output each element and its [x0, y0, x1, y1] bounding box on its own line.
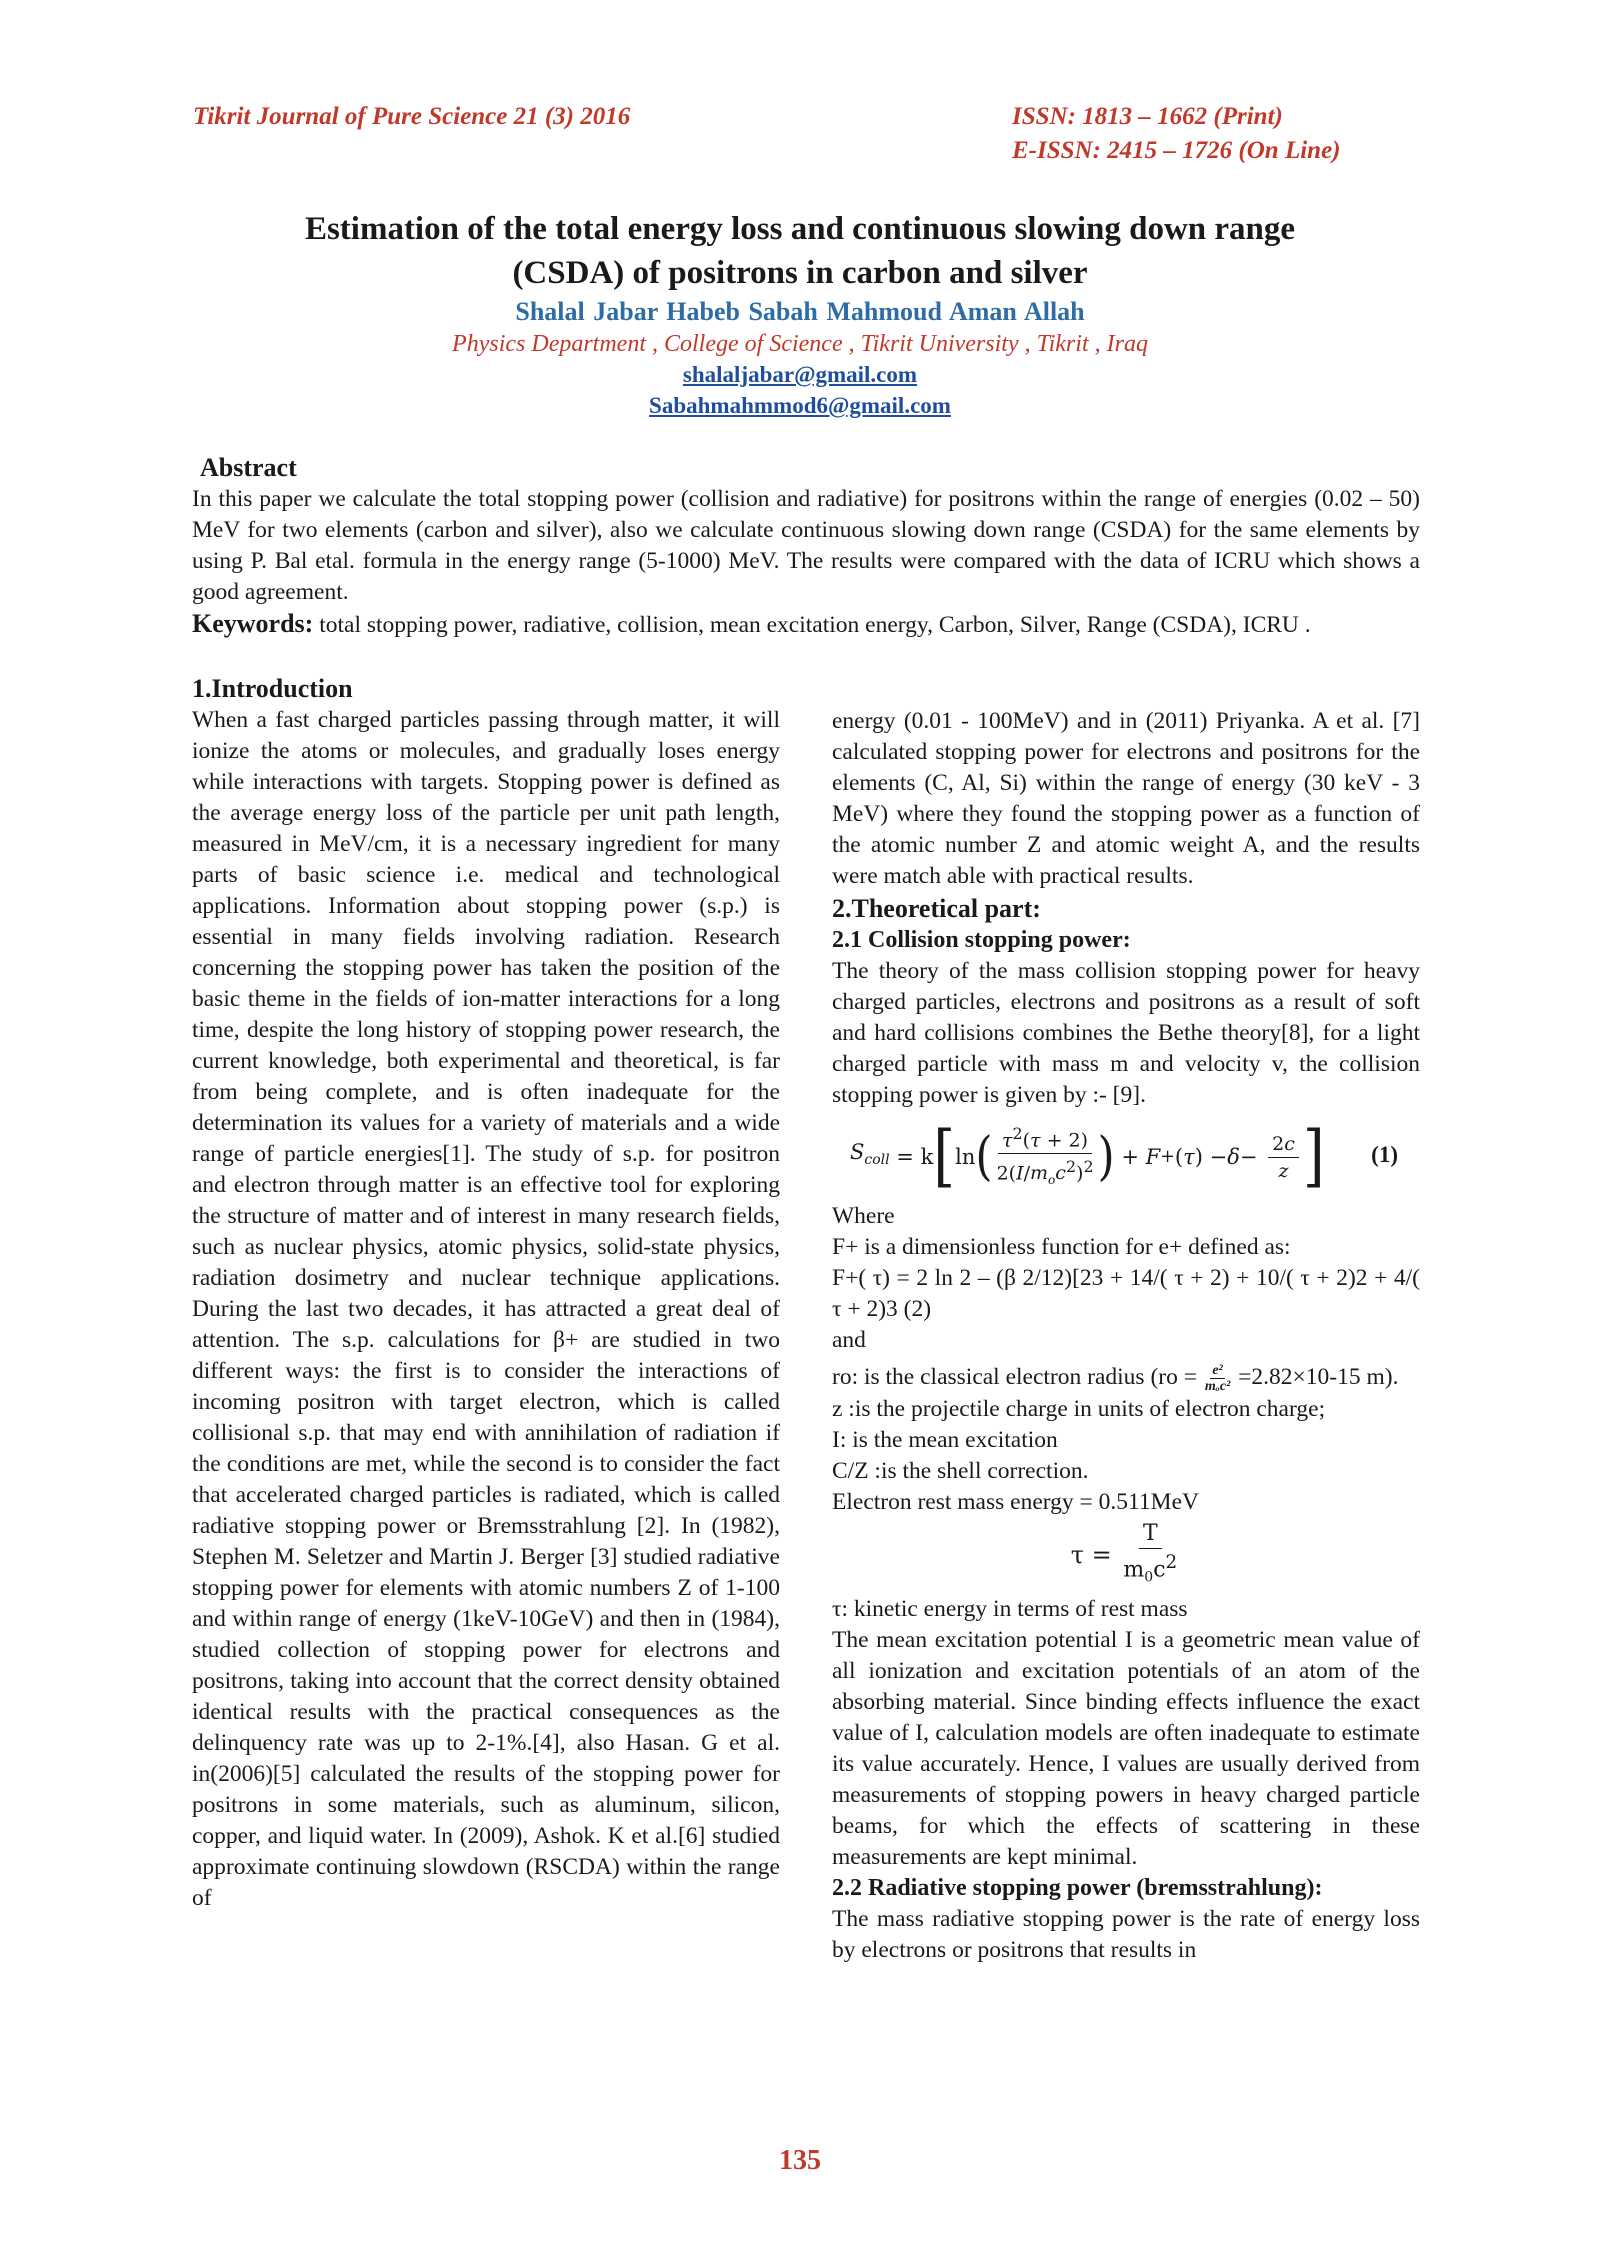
fplus-definition: F+ is a dimensionless function for e+ defined as: — [832, 1234, 1291, 1260]
collision-text: The theory of the mass collision stopping power for heavy charged particles, electrons and positrons as a result of soft and hard collisions combines the Bethe theory[8], for a light charged particle with mass m and velocity v, the collision stopping power is given by :- [9]. — [832, 958, 1420, 1108]
shell-correction: C/Z :is the shell correction. — [832, 1458, 1089, 1485]
i-definition: I: is the mean excitation — [832, 1427, 1058, 1454]
keywords-label: Keywords: — [192, 609, 314, 638]
intro-continuation: energy (0.01 - 100MeV) and in (2011) Priyanka. A et al. [7] calculated stopping power for electrons and positrons for the elements (C, Al, Si) within the range of energy (30 keV - 3 MeV) where they found the stopping power as a function of the atomic number Z and atomic weight A, and the results were match able with practical results. — [832, 708, 1420, 889]
title-block — [160, 207, 1440, 421]
keywords — [192, 608, 1420, 641]
equation-1-number: (1) — [1371, 1142, 1398, 1167]
authors: Shalal Jabar Habeb Sabah Mahmoud Aman Allah — [515, 297, 1085, 326]
theory-heading: 2.Theoretical part: — [832, 894, 1041, 923]
z-definition: z :is the projectile charge in units of electron charge; — [832, 1396, 1326, 1423]
tau-equation: τ = $\frac{T}{m_0c^2}$ — [1070, 1521, 1178, 1586]
equation-2: F+( τ) = 2 ln 2 – (β 2/12)[23 + 14/( τ + 2) + 10/( τ + 2)2 + 4/( τ + 2)3 (2) — [832, 1265, 1420, 1322]
email-link-1[interactable]: shalaljabar@gmail.com — [682, 362, 918, 387]
electron-radius-value: =2.82×10-15 m). — [1238, 1364, 1399, 1390]
tau-definition: τ: kinetic energy in terms of rest mass — [832, 1595, 1188, 1622]
email-link-2[interactable]: Sabahmahmmod6@gmail.com — [649, 393, 951, 418]
electron-radius — [832, 1362, 1420, 1394]
rest-mass-energy: Electron rest mass energy = 0.511MeV — [832, 1489, 1199, 1516]
electron-radius-fraction: $\frac{\text{e²}}{\text{mₒc²}}$ — [1204, 1363, 1231, 1395]
journal-header: Tikrit Journal of Pure Science 21 (3) 2016 — [193, 103, 631, 130]
radiative-text: The mass radiative stopping power is the rate of energy loss by electrons or positrons that results in — [832, 1905, 1420, 1963]
issn-header — [1012, 100, 1341, 168]
abstract-section — [192, 451, 1420, 641]
equation-1 — [832, 1115, 1420, 1199]
paper-title-line1: Estimation of the total energy loss and continuous slowing down range — [304, 211, 1296, 247]
abstract-text: In this paper we calculate the total stopping power (collision and radiative) for positrons within the range of energies (0.02 – 50) MeV for two elements (carbon and silver), also we calculate continuous slowing down range (CSDA) for the same elements by using P. Bal etal. formula in the energy range (5-1000) MeV. The results were compared with the data of ICRU which shows a good agreement. — [192, 486, 1420, 605]
right-column — [832, 706, 1420, 1966]
intro-heading: 1.Introduction — [192, 674, 353, 703]
issn-online: E-ISSN: 2415 – 1726 (On Line) — [1012, 137, 1341, 164]
where-label: Where — [832, 1203, 895, 1229]
issn-print: ISSN: 1813 – 1662 (Print) — [1012, 103, 1283, 130]
radiative-heading: 2.2 Radiative stopping power (bremsstrahlung): — [832, 1874, 1323, 1901]
equation-1-formula: $S_{coll}$ = k [ ln ( $\frac{\tau^2(\tau + 2)}{2(I/m_oc^2)^2}$ ) + F + ( τ ) − δ − $\frac{2c}{z}$ ] — [850, 1117, 1325, 1196]
affiliation: Physics Department , College of Science , Tikrit University , Tikrit , Iraq — [452, 331, 1148, 357]
keywords-text: total stopping power, radiative, collision, mean excitation energy, Carbon, Silver, Range (CSDA), ICRU . — [313, 612, 1311, 638]
and-label: and — [832, 1327, 866, 1353]
intro-text: When a fast charged particles passing through matter, it will ionize the atoms or molecules, and gradually loses energy while interactions with targets. Stopping power is defined as the average energy loss of the particle per unit path length, measured in MeV/cm, it is a necessary ingredient for many parts of basic science i.e. medical and technological applications. Information about stopping power (s.p.) is essential in many fields involving radiation. Research concerning the stopping power has taken the position of the basic theme in the fields of ion-matter interactions for a long time, despite the long history of stopping power research, the current knowledge, both experimental and theoretical, is far from being complete, and is often inadequate for the determination its values for a variety of materials and a wide range of particle energies[1]. The study of s.p. for positron and electron through matter is an effective tool for exploring the structure of matter and of interest in many research fields, such as nuclear physics, atomic physics, solid-state physics, radiation dosimetry and nuclear technique applications. During the last two decades, it has attracted a great deal of attention. The s.p. calculations for β+ are studied in two different ways: the first is to consider the interactions of incoming positron with target electron, which is called collisional s.p. that may end with annihilation of radiation if the conditions are met, while the second is to consider the fact that accelerated charged particles is radiated, which is called radiative stopping power or Bremsstrahlung [2]. In (1982), Stephen M. Seletzer and Martin J. Berger [3] studied radiative stopping power for elements with atomic numbers Z of 1-100 and within range of energy (1keV-10GeV) and then in (1984), studied collection of stopping power for electrons and positrons, taking into account that the correct density obtained identical results with the practical consequences as the delinquency rate was up to 2-1%.[4], also Hasan. G et al. in(2006)[5] calculated the results of the stopping power for positrons in some materials, such as aluminum, silicon, copper, and liquid water. In (2009), Ashok. K et al.[6] studied approximate continuing slowdown (RSCDA) within the range of — [192, 707, 780, 1911]
left-column — [192, 672, 780, 1914]
mean-excitation-text: The mean excitation potential I is a geometric mean value of all ionization and excitation potentials of an atom of the absorbing material. Since binding effects influence the exact value of I, calculation models are often inadequate to estimate its value accurately. Hence, I values are usually derived from measurements of stopping powers in heavy charged particle beams, for which the effects of scattering in these measurements are kept minimal. — [832, 1626, 1420, 1870]
page-number: 135 — [779, 2145, 821, 2176]
collision-heading: 2.1 Collision stopping power: — [832, 927, 1131, 953]
abstract-heading: Abstract — [200, 453, 297, 482]
electron-radius-text: ro: is the classical electron radius (ro = — [832, 1364, 1197, 1390]
paper-title-line2: (CSDA) of positrons in carbon and silver — [512, 255, 1088, 291]
